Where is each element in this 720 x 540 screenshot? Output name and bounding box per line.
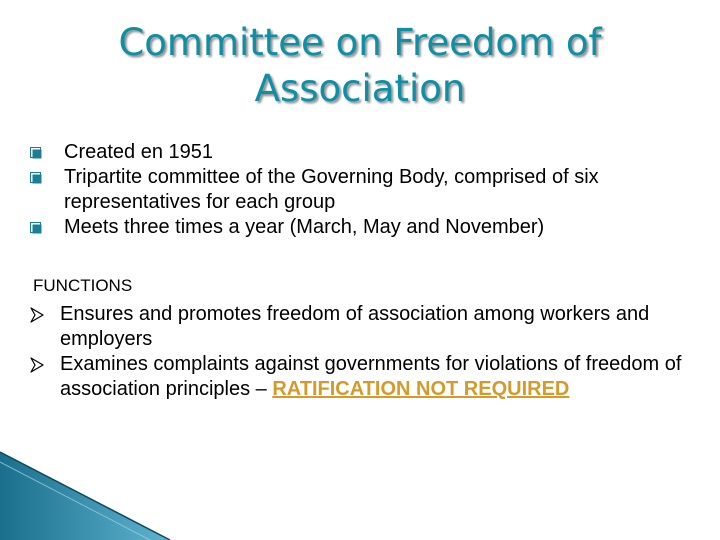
ratification-highlight: RATIFICATION NOT REQUIRED — [272, 378, 570, 400]
square-bullet-icon — [30, 147, 42, 159]
functions-list — [30, 302, 700, 402]
info-bullet-created — [30, 140, 700, 165]
slide-title-line-1: Committee on Freedom of — [118, 21, 602, 64]
function-item-text: Examines complaints against governments for violations of freedom of association principles – — [60, 353, 682, 400]
square-bullet-icon — [30, 222, 42, 234]
square-bullet-icon — [30, 172, 42, 184]
info-bullet-text: Meets three times a year (March, May and November) — [64, 216, 545, 238]
functions-heading: FUNCTIONS — [33, 276, 133, 295]
info-bullet-text: Tripartite committee of the Governing Body, comprised of six representatives for each group — [64, 166, 599, 213]
info-bullet-text: Created en 1951 — [64, 141, 214, 163]
arrow-bullet-icon — [30, 357, 44, 373]
function-item-promotes — [30, 302, 700, 352]
slide-title — [60, 20, 660, 112]
function-item-complaints — [30, 352, 700, 402]
info-bullet-tripartite — [30, 165, 700, 215]
corner-swoosh-decoration — [0, 440, 720, 540]
info-bullet-list — [30, 140, 700, 240]
info-bullet-meetings — [30, 215, 700, 240]
function-item-text: Ensures and promotes freedom of association among workers and employers — [60, 303, 650, 350]
slide-title-line-2: Association — [254, 67, 466, 110]
arrow-bullet-icon — [30, 307, 44, 323]
